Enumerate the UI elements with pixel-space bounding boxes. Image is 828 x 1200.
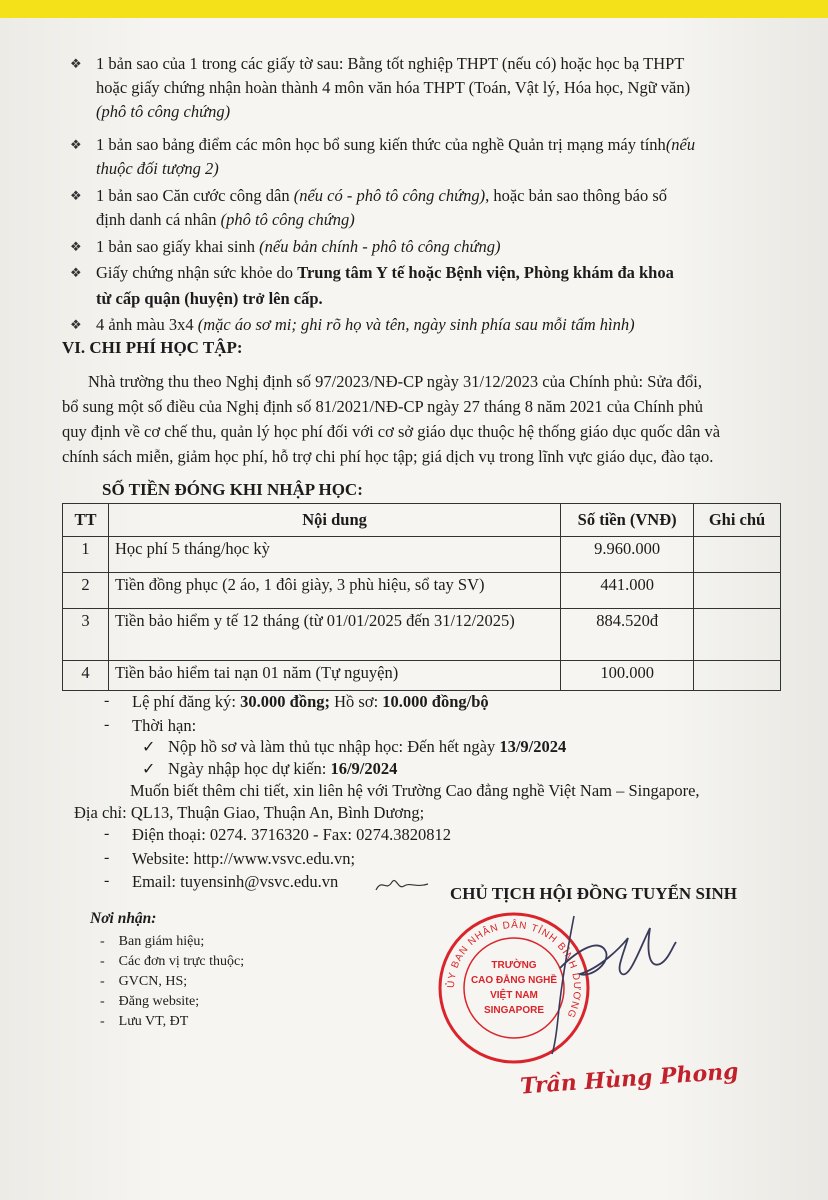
diamond-bullet-icon: ❖	[70, 188, 82, 203]
dash-bullet-icon: -	[104, 692, 110, 709]
section-6-title: VI. CHI PHÍ HỌC TẬP:	[62, 338, 243, 357]
registration-fee-note: Lệ phí đăng ký: 30.000 đồng; Hồ sơ: 10.000 đồng/bộ	[132, 692, 489, 711]
diamond-bullet-icon: ❖	[70, 137, 82, 152]
section-6-para-line-4: chính sách miễn, giảm học phí, hỗ trợ chi phí học tập; giá dịch vụ trong lĩnh vực giáo dục, đào tạo.	[62, 447, 714, 466]
recipients-list	[100, 932, 244, 1032]
section-6-para-line-3: quy định về cơ chế thu, quản lý học phí đối với cơ sở giáo dục thuộc hệ thống giáo dục quốc dân và	[62, 422, 721, 441]
col-header-amount: Số tiền (VNĐ)	[561, 504, 694, 537]
recipient-item: - Ban giám hiệu;	[100, 934, 205, 949]
doc-item-4: 1 bản sao giấy khai sinh (nếu bản chính - phô tô công chứng)	[96, 237, 501, 256]
row-note	[694, 537, 781, 573]
table-row	[63, 537, 781, 573]
row-tt: 2	[63, 573, 109, 609]
row-note	[694, 661, 781, 691]
col-header-content: Nội dung	[108, 504, 560, 537]
dash-bullet-icon: -	[104, 825, 110, 842]
yellow-background-strip	[0, 0, 828, 20]
doc-item-6: 4 ảnh màu 3x4 (mặc áo sơ mi; ghi rõ họ và tên, ngày sinh phía sau mỗi tấm hình)	[96, 315, 635, 334]
row-content: Tiền bảo hiểm tai nạn 01 năm (Tự nguyện)	[108, 661, 560, 691]
deadline-label: Thời hạn:	[132, 716, 197, 735]
fees-table-header	[63, 504, 781, 537]
col-header-note: Ghi chú	[694, 504, 781, 537]
recipients-title: Nơi nhận:	[90, 910, 157, 927]
fees-table	[62, 503, 781, 691]
table-row	[63, 573, 781, 609]
recipient-item: - Đăng website;	[100, 994, 200, 1009]
doc-item-5-line-2: từ cấp quận (huyện) trở lên cấp.	[96, 289, 323, 308]
signature-title: CHỦ TỊCH HỘI ĐỒNG TUYỂN SINH	[450, 884, 738, 903]
stamp-line-4: SINGAPORE	[483, 1005, 545, 1016]
section-6-para-line-1: Nhà trường thu theo Nghị định số 97/2023/NĐ-CP ngày 31/12/2023 của Chính phủ: Sửa đổi,	[88, 372, 703, 391]
row-note	[694, 609, 781, 661]
diamond-bullet-icon: ❖	[70, 239, 82, 254]
doc-item-5-line-1: Giấy chứng nhận sức khỏe do Trung tâm Y tế hoặc Bệnh viện, Phòng khám đa khoa	[96, 263, 674, 282]
contact-address: Địa chỉ: QL13, Thuận Giao, Thuận An, Bình Dương;	[74, 803, 425, 822]
table-row	[63, 609, 781, 661]
section-6-para-line-2: bổ sung một số điều của Nghị định số 81/2021/NĐ-CP ngày 27 tháng 8 năm 2021 của Chính phủ	[62, 397, 704, 416]
initial-scribble	[372, 872, 432, 896]
stamp-ring-text: ỦY BAN NHÂN DÂN TỈNH BÌNH DƯƠNG	[445, 919, 583, 1020]
deadline-submit: Nộp hồ sơ và làm thủ tục nhập học: Đến hết ngày 13/9/2024	[168, 737, 567, 756]
row-amount: 441.000	[561, 573, 694, 609]
contact-phone: Điện thoại: 0274. 3716320 - Fax: 0274.3820812	[132, 825, 451, 844]
diamond-bullet-icon: ❖	[70, 56, 82, 71]
checkmark-icon: ✓	[142, 761, 156, 778]
stamp-line-3: VIỆT NAM	[490, 990, 538, 1001]
fees-title: SỐ TIỀN ĐÓNG KHI NHẬP HỌC:	[102, 480, 363, 499]
row-tt: 4	[63, 661, 109, 691]
contact-website: Website: http://www.vsvc.edu.vn;	[132, 849, 356, 868]
stamp-line-1: TRƯỜNG	[491, 960, 537, 971]
handwritten-signature	[510, 908, 680, 1058]
col-header-tt: TT	[63, 504, 109, 537]
contact-email: Email: tuyensinh@vsvc.edu.vn	[132, 872, 339, 891]
doc-item-3-line-1: 1 bản sao Căn cước công dân (nếu có - phô tô công chứng), hoặc bản sao thông báo số	[96, 186, 668, 205]
doc-item-1-line-3: (phô tô công chứng)	[96, 102, 231, 121]
table-row	[63, 661, 781, 691]
row-content: Học phí 5 tháng/học kỳ	[108, 537, 560, 573]
doc-item-3-line-2: định danh cá nhân (phô tô công chứng)	[96, 210, 355, 229]
diamond-bullet-icon: ❖	[70, 317, 82, 332]
dash-bullet-icon: -	[104, 872, 110, 889]
recipient-item: - Lưu VT, ĐT	[100, 1014, 189, 1029]
doc-item-1-line-2: hoặc giấy chứng nhận hoàn thành 4 môn văn hóa THPT (Toán, Vật lý, Hóa học, Ngữ văn)	[96, 78, 691, 97]
row-note	[694, 573, 781, 609]
row-content: Tiền đồng phục (2 áo, 1 đôi giày, 3 phù hiệu, sổ tay SV)	[108, 573, 560, 609]
doc-item-2-line-1: 1 bản sao bảng điểm các môn học bổ sung kiến thức của nghề Quản trị mạng máy tính(nếu	[96, 135, 696, 154]
row-amount: 100.000	[561, 661, 694, 691]
row-tt: 3	[63, 609, 109, 661]
row-content: Tiền bảo hiểm y tế 12 tháng (từ 01/01/2025 đến 31/12/2025)	[108, 609, 560, 661]
signer-name: Trần Hùng Phong	[519, 1058, 740, 1100]
stamp-line-2: CAO ĐẲNG NGHỀ	[470, 975, 558, 986]
deadline-enrollment: Ngày nhập học dự kiến: 16/9/2024	[168, 759, 398, 778]
row-amount: 884.520đ	[561, 609, 694, 661]
dash-bullet-icon: -	[104, 849, 110, 866]
doc-item-1-line-1: 1 bản sao của 1 trong các giấy tờ sau: Bằng tốt nghiệp THPT (nếu có) hoặc học bạ THPT	[96, 54, 685, 73]
dash-bullet-icon: -	[104, 716, 110, 733]
recipient-item: - GVCN, HS;	[100, 974, 188, 989]
contact-intro: Muốn biết thêm chi tiết, xin liên hệ với Trường Cao đẳng nghề Việt Nam – Singapore,	[130, 781, 700, 800]
row-tt: 1	[63, 537, 109, 573]
checkmark-icon: ✓	[142, 739, 156, 756]
diamond-bullet-icon: ❖	[70, 265, 82, 280]
row-amount: 9.960.000	[561, 537, 694, 573]
recipient-item: - Các đơn vị trực thuộc;	[100, 954, 245, 969]
doc-item-2-line-2: thuộc đối tượng 2)	[96, 159, 219, 178]
